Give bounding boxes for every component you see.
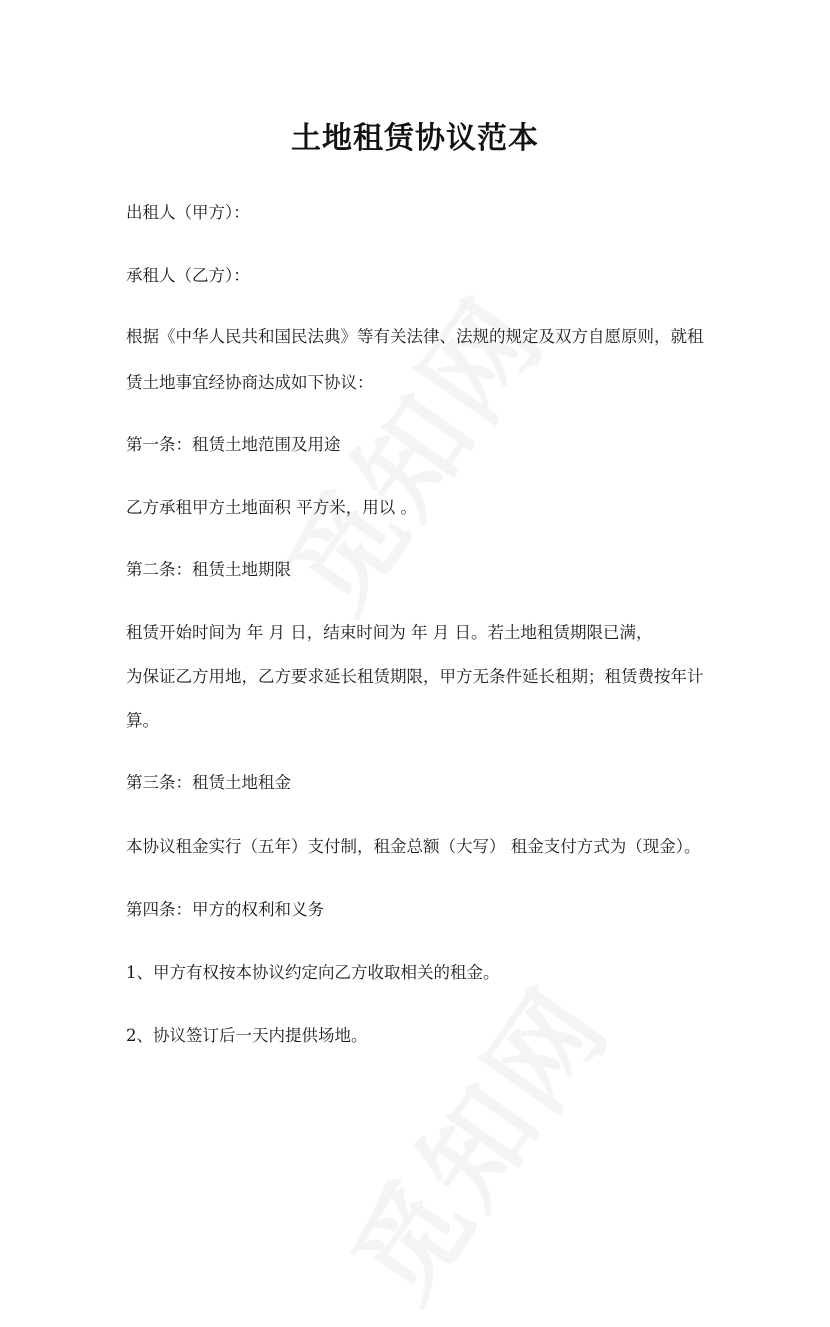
preamble-line-2: 赁土地事宜经协商达成如下协议： [126, 373, 374, 392]
article3-heading: 第三条：租赁土地租金 [126, 773, 291, 792]
article1-heading: 第一条：租赁土地范围及用途 [126, 435, 341, 454]
article4-heading: 第四条：甲方的权利和义务 [126, 900, 324, 919]
lessor-line: 出租人（甲方）： [126, 203, 250, 222]
document-title: 土地租赁协议范本 [291, 121, 539, 156]
article4-item-1: 1、甲方有权按本协议约定向乙方收取相关的租金。 [126, 963, 500, 982]
preamble-line-1: 根据《中华人民共和国民法典》等有关法律、法规的规定及双方自愿原则，就租 [126, 327, 704, 346]
watermark-bottom [309, 951, 638, 1327]
article1-body: 乙方承租甲方土地面积 平方米，用以 。 [126, 498, 417, 517]
article2-line-3: 算。 [126, 711, 159, 730]
article4-item-2: 2、协议签订后一天内提供场地。 [126, 1026, 368, 1045]
lessee-line: 承租人（乙方）： [126, 266, 250, 285]
article3-body: 本协议租金实行（五年）支付制，租金总额（大写） 租金支付方式为（现金）。 [126, 837, 701, 856]
article2-line-1: 租赁开始时间为 年 月 日，结束时间为 年 月 日。若土地租赁期限已满， [126, 623, 653, 642]
article2-heading: 第二条：租赁土地期限 [126, 560, 291, 579]
article2-line-2: 为保证乙方用地，乙方要求延长租赁期限，甲方无条件延长租期；租赁费按年计 [126, 667, 704, 686]
